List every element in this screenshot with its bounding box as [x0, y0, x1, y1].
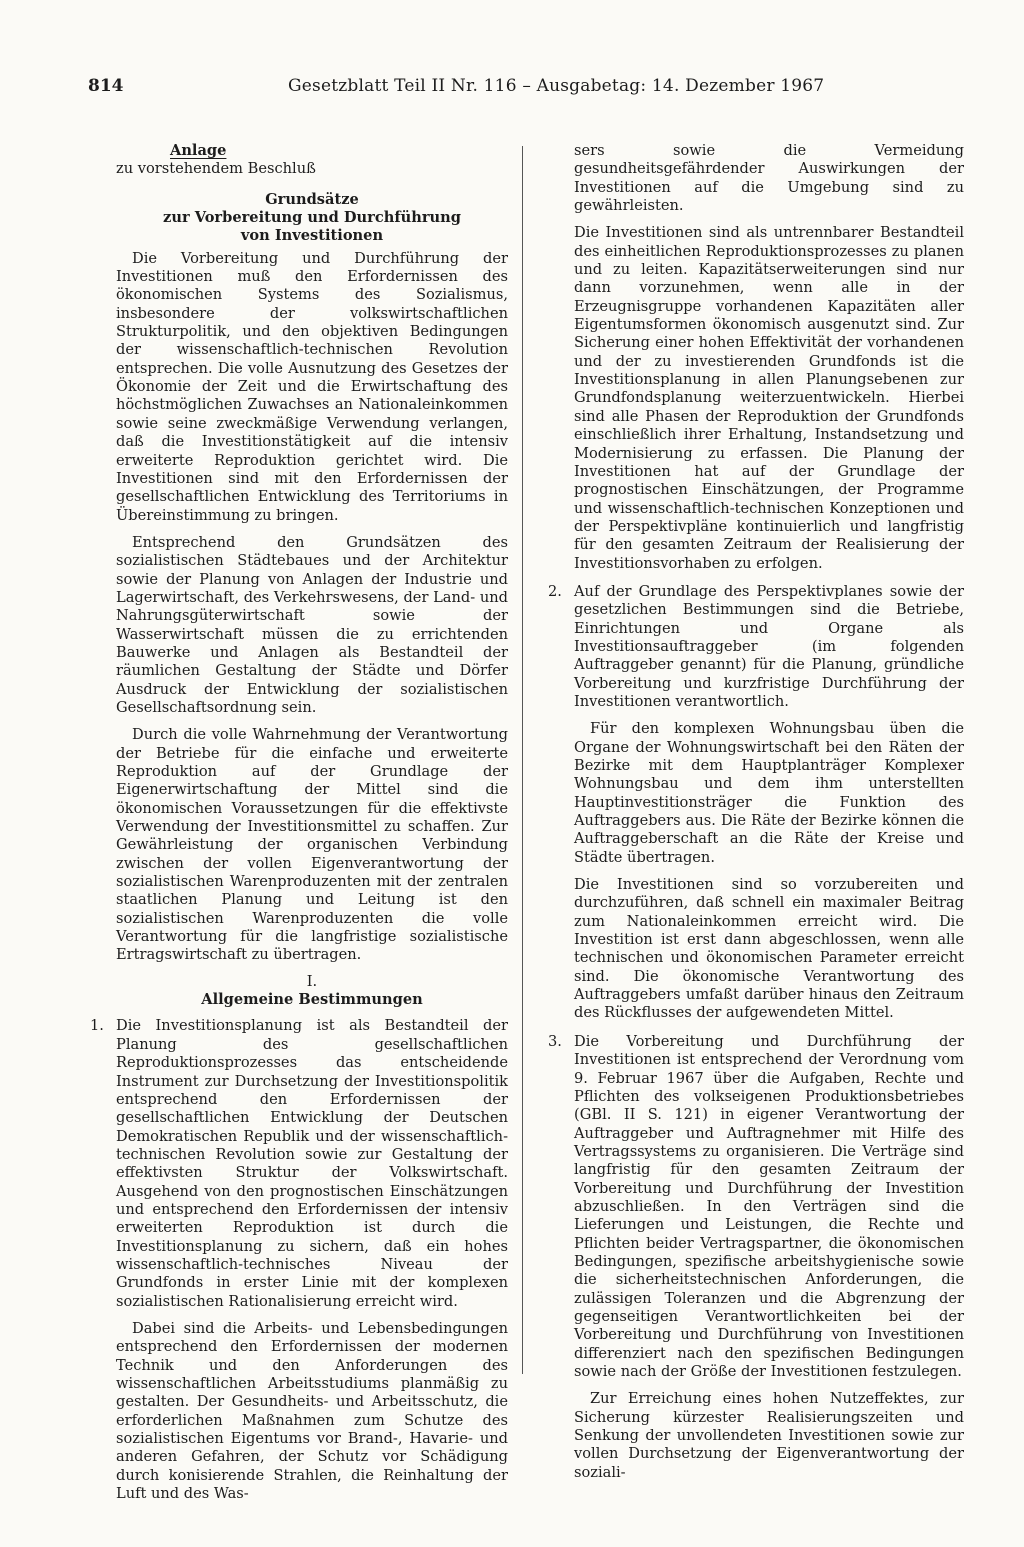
intro-paragraph: Durch die volle Wahrnehmung der Verantwortung der Betriebe für die einfache und erweiterte Reproduktion auf der Grundlage der Eigenerwirtschaftung der Mittel sind die ökonomischen Voraussetzungen für die effektivste Verwendung der Investitionsmittel zu schaffen. Zur Gewährleistung der organischen Verbindung zwischen der vollen Eigenverantwortung der sozialistischen Warenproduzenten mit der zentralen staatlichen Planung und Leitung ist den sozialistischen Warenproduzenten die volle Verantwortung für die langfristige sozialistische Ertragswirtschaft zu übertragen. [116, 726, 508, 964]
item-paragraph: Für den komplexen Wohnungsbau üben die Organe der Wohnungswirtschaft bei den Räten der Bezirke mit dem Hauptplanträger Komplexer Wohnungsbau und dem ihm unterstellten Hauptinvestitionsträger die Funktion des Auftraggebers aus. Die Räte der Bezirke können die Auftraggeberschaft an die Räte der Kreise und Städte übertragen. [574, 720, 964, 866]
item-paragraph: Zur Erreichung eines hohen Nutzeffektes, zur Sicherung kürzester Realisierungszeiten und Senkung der unvollendeten Investitionen sowie zur vollen Durchsetzung der Eigenverantwortung der soziali- [574, 1390, 964, 1481]
item-paragraph: Die Vorbereitung und Durchführung der Investitionen ist entsprechend der Verordnung vom 9. Februar 1967 über die Aufgaben, Rechte und Pflichten des volkseigenen Produktionsbetriebes (GBl. II S. 121) in eigener Verantwortung der Auftraggeber und Auftragnehmer mit Hilfe des Vertragssystems zu organisieren. Die Verträge sind langfristig für den gesamten Zeitraum der Vorbereitung und Durchführung der Investition abzuschließen. In den Verträgen sind die Lieferungen und Leistungen, die Rechte und Pflichten beider Vertragspartner, die ökonomischen Bedingungen, spezifische arbeitshygienische sowie die sicherheitstechnischen Anforderungen, die zulässigen Toleranzen und die Abgrenzung der gegenseitigen Verantwortlichkeiten bei der Vorbereitung und Durchführung von Investitionen differenziert nach den spezifischen Bedingungen sowie nach der Größe der Investitionen festzulegen. [574, 1032, 964, 1380]
main-title [116, 191, 508, 246]
page-header [88, 76, 938, 102]
list-item-3 [548, 1032, 964, 1482]
section-title: Allgemeine Bestimmungen [201, 991, 423, 1009]
page-number: 814 [88, 76, 124, 96]
list-item-1 [90, 1017, 508, 1503]
annex-title: Anlage [170, 142, 227, 159]
list-item-number: 3. [548, 1032, 562, 1050]
main-title-line: Grundsätze [265, 190, 359, 208]
right-column [548, 142, 964, 1482]
item-paragraph: Auf der Grundlage des Perspektivplanes sowie der gesetzlichen Bestimmungen sind die Betriebe, Einrichtungen und Organe als Investitionsauftraggeber (im folgenden Auftraggeber genannt) für die Planung, gründliche Vorbereitung und kurzfristige Durchführung der Investitionen verantwortlich. [574, 582, 964, 710]
main-title-line: von Investitionen [240, 227, 384, 245]
item-paragraph: Die Investitionsplanung ist als Bestandteil der Planung des gesellschaftlichen Reproduktionsprozesses das entscheidende Instrument zur Durchsetzung der Investitionspolitik entsprechend den Erfordernissen der gesellschaftlichen Entwicklung der Deutschen Demokratischen Republik und der wissenschaftlich-technischen Revolution sowie zur Gestaltung der effektivsten Struktur der Volkswirtschaft. Ausgehend von den prognostischen Einschätzungen und entsprechend den Erfordernissen der intensiv erweiterten Reproduktion ist durch die Investitionsplanung zu sichern, daß ein hohes wissenschaftlich-technisches Niveau der Grundfonds in erster Linie mit der komplexen sozialistischen Rationalisierung erreicht wird. [116, 1017, 508, 1310]
main-title-line: zur Vorbereitung und Durchführung [163, 209, 461, 227]
intro-paragraph: Entsprechend den Grundsätzen des sozialistischen Städtebaues und der Architektur sowie der Planung von Anlagen der Industrie und Lagerwirtschaft, des Verkehrswesens, der Land- und Nahrungsgüterwirtschaft sowie der Wasserwirtschaft müssen die zu errichtenden Bauwerke und Anlagen als Bestandteil der räumlichen Gestaltung der Städte und Dörfer Ausdruck der Entwicklung der sozialistischen Gesellschaftsordnung sein. [116, 533, 508, 716]
column-divider [522, 146, 523, 1374]
list-item-number: 1. [90, 1017, 104, 1035]
intro-paragraph: Die Vorbereitung und Durchführung der Investitionen muß den Erfordernissen des ökonomischen Systems des Sozialismus, insbesondere der volkswirtschaftlichen Strukturpolitik, und den objektiven Bedingungen der wissenschaftlich-technischen Revolution entsprechen. Die volle Ausnutzung des Gesetzes der Ökonomie der Zeit und die Erwirtschaftung des höchstmöglichen Zuwachses an Nationaleinkommen sowie seine zweckmäßige Verwendung verlangen, daß die Investitionstätigkeit auf die intensiv erweiterte Reproduktion gerichtet wird. Die Investitionen sind mit den Erfordernissen der gesellschaftlichen Entwicklung des Territoriums in Übereinstimmung zu bringen. [116, 249, 508, 524]
annex-subtitle: zu vorstehendem Beschluß [116, 160, 316, 178]
item-paragraph: Dabei sind die Arbeits- und Lebensbedingungen entsprechend den Erfordernissen der modernen Technik und den Anforderungen des wissenschaftlichen Arbeitsstudiums planmäßig zu gestalten. Der Gesundheits- und Arbeitsschutz, die erforderlichen Maßnahmen zum Schutze des sozialistischen Eigentums vor Brand-, Havarie- und anderen Gefahren, der Schutz vor Schädigung durch konisierende Strahlen, die Reinhaltung der Luft und des Was- [116, 1319, 508, 1503]
left-column [90, 142, 508, 1503]
running-title: Gesetzblatt Teil II Nr. 116 – Ausgabetag: 14. Dezember 1967 [288, 76, 825, 96]
item-paragraph: Die Investitionen sind so vorzubereiten und durchzuführen, daß schnell ein maximaler Beitrag zum Nationaleinkommen erreicht wird. Die Investition ist erst dann abgeschlossen, wenn alle technischen und ökonomischen Parameter erreicht sind. Die ökonomische Verantwortung des Auftraggebers umfaßt darüber hinaus den Zeitraum des Rückflusses der aufgewendeten Mittel. [574, 876, 964, 1022]
list-item-2 [548, 582, 964, 1023]
section-number: I. [306, 972, 318, 990]
item-paragraph: sers sowie die Vermeidung gesundheitsgefährdender Auswirkungen der Investitionen auf die Umgebung sind zu gewährleisten. [574, 142, 964, 215]
list-item-number: 2. [548, 582, 562, 600]
item-paragraph: Die Investitionen sind als untrennbarer Bestandteil des einheitlichen Reproduktionsprozesses zu planen und zu leiten. Kapazitätserweiterungen sind nur dann vorzunehmen, wenn alle in der Erzeugnisgruppe vorhandenen Kapazitäten aller Eigentumsformen ökonomisch ausgenutzt sind. Zur Sicherung einer hohen Effektivität der vorhandenen und der zu investierenden Grundfonds ist die Investitionsplanung in allen Planungsebenen zur Grundfondsplanung weiterzuentwickeln. Hierbei sind alle Phasen der Reproduktion der Grundfonds einschließlich ihrer Erhaltung, Instandsetzung und Modernisierung zu erfassen. Die Planung der Investitionen hat auf der Grundlage der prognostischen Einschätzungen, der Programme und wissenschaftlich-technischen Konzeptionen und der Perspektivpläne kontinuierlich und langfristig für den gesamten Zeitraum der Realisierung der Investitionsvorhaben zu erfolgen. [574, 224, 964, 572]
